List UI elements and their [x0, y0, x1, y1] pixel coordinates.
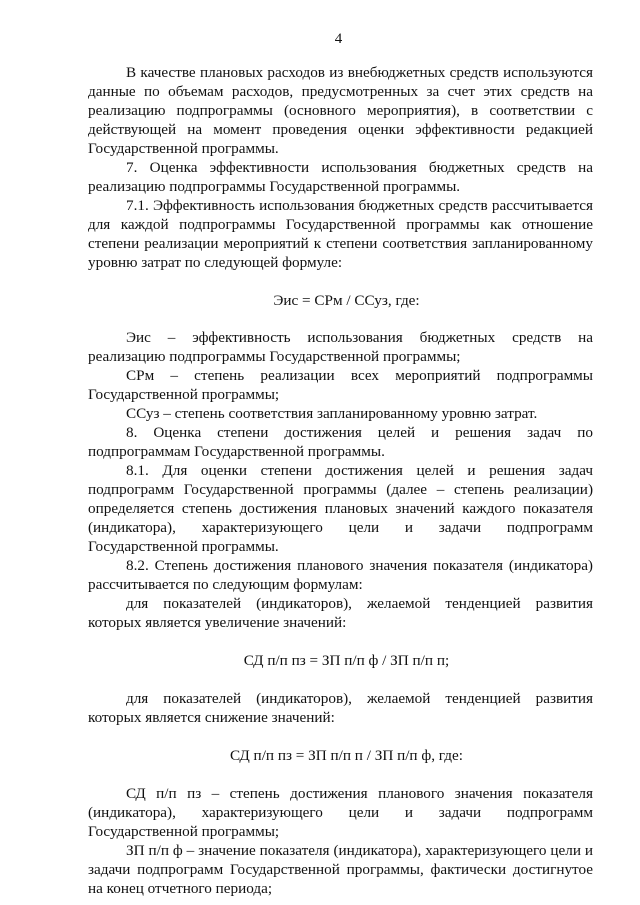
paragraph-section-7-1: 7.1. Эффективность использования бюджетных средств рассчитывается для каждой подпрограммы Государственной программы как отношение степени реализации мероприятий к степени соответствия запланированному уровню затрат по следующей формуле:	[88, 197, 593, 271]
definition-eis: Эис – эффективность использования бюджетных средств на реализацию подпрограммы Государственной программы;	[88, 329, 593, 365]
paragraph-section-8: 8. Оценка степени достижения целей и решения задач по подпрограммам Государственной программы.	[88, 424, 593, 460]
paragraph-planned-expenses: В качестве плановых расходов из внебюджетных средств используются данные по объемам расходов, предусмотренных за счет этих средств на реализацию подпрограммы (основного мероприятия), в соответствии с действующей на момент проведения оценки эффективности редакцией Государственной программы.	[88, 64, 593, 157]
paragraph-section-7: 7. Оценка эффективности использования бюджетных средств на реализацию подпрограммы Государственной программы.	[88, 159, 593, 195]
paragraph-section-8-2: 8.2. Степень достижения планового значения показателя (индикатора) рассчитывается по следующим формулам:	[88, 557, 593, 593]
definition-ssuz: ССуз – степень соответствия запланированному уровню затрат.	[126, 405, 538, 422]
definition-zp-fact: ЗП п/п ф – значение показателя (индикатора), характеризующего цели и задачи подпрограмм Государственной программы, фактически достигнутое на конец отчетного периода;	[88, 842, 593, 897]
document-page	[88, 30, 593, 898]
paragraph-decrease-indicators: для показателей (индикаторов), желаемой тенденцией развития которых является снижение значений:	[88, 690, 593, 726]
definition-srm: СРм – степень реализации всех мероприятий подпрограммы Государственной программы;	[88, 367, 593, 403]
formula-increase: СД п/п пз = ЗП п/п ф / ЗП п/п п;	[243, 652, 450, 669]
definition-sd: СД п/п пз – степень достижения планового значения показателя (индикатора), характеризующего цели и задачи подпрограмм Государственной программы;	[88, 785, 593, 840]
paragraph-increase-indicators: для показателей (индикаторов), желаемой тенденцией развития которых является увеличение значений:	[88, 595, 593, 631]
formula-decrease: СД п/п пз = ЗП п/п п / ЗП п/п ф, где:	[230, 747, 463, 764]
page-number: 4	[334, 31, 343, 47]
formula-budget-efficiency: Эис = СРм / ССуз, где:	[273, 292, 420, 309]
paragraph-section-8-1: 8.1. Для оценки степени достижения целей и решения задач подпрограмм Государственной программы (далее – степень реализации) определяется степень достижения плановых значений каждого показателя (индикатора), характеризующего цели и задачи подпрограмм Государственной программы.	[88, 462, 593, 555]
